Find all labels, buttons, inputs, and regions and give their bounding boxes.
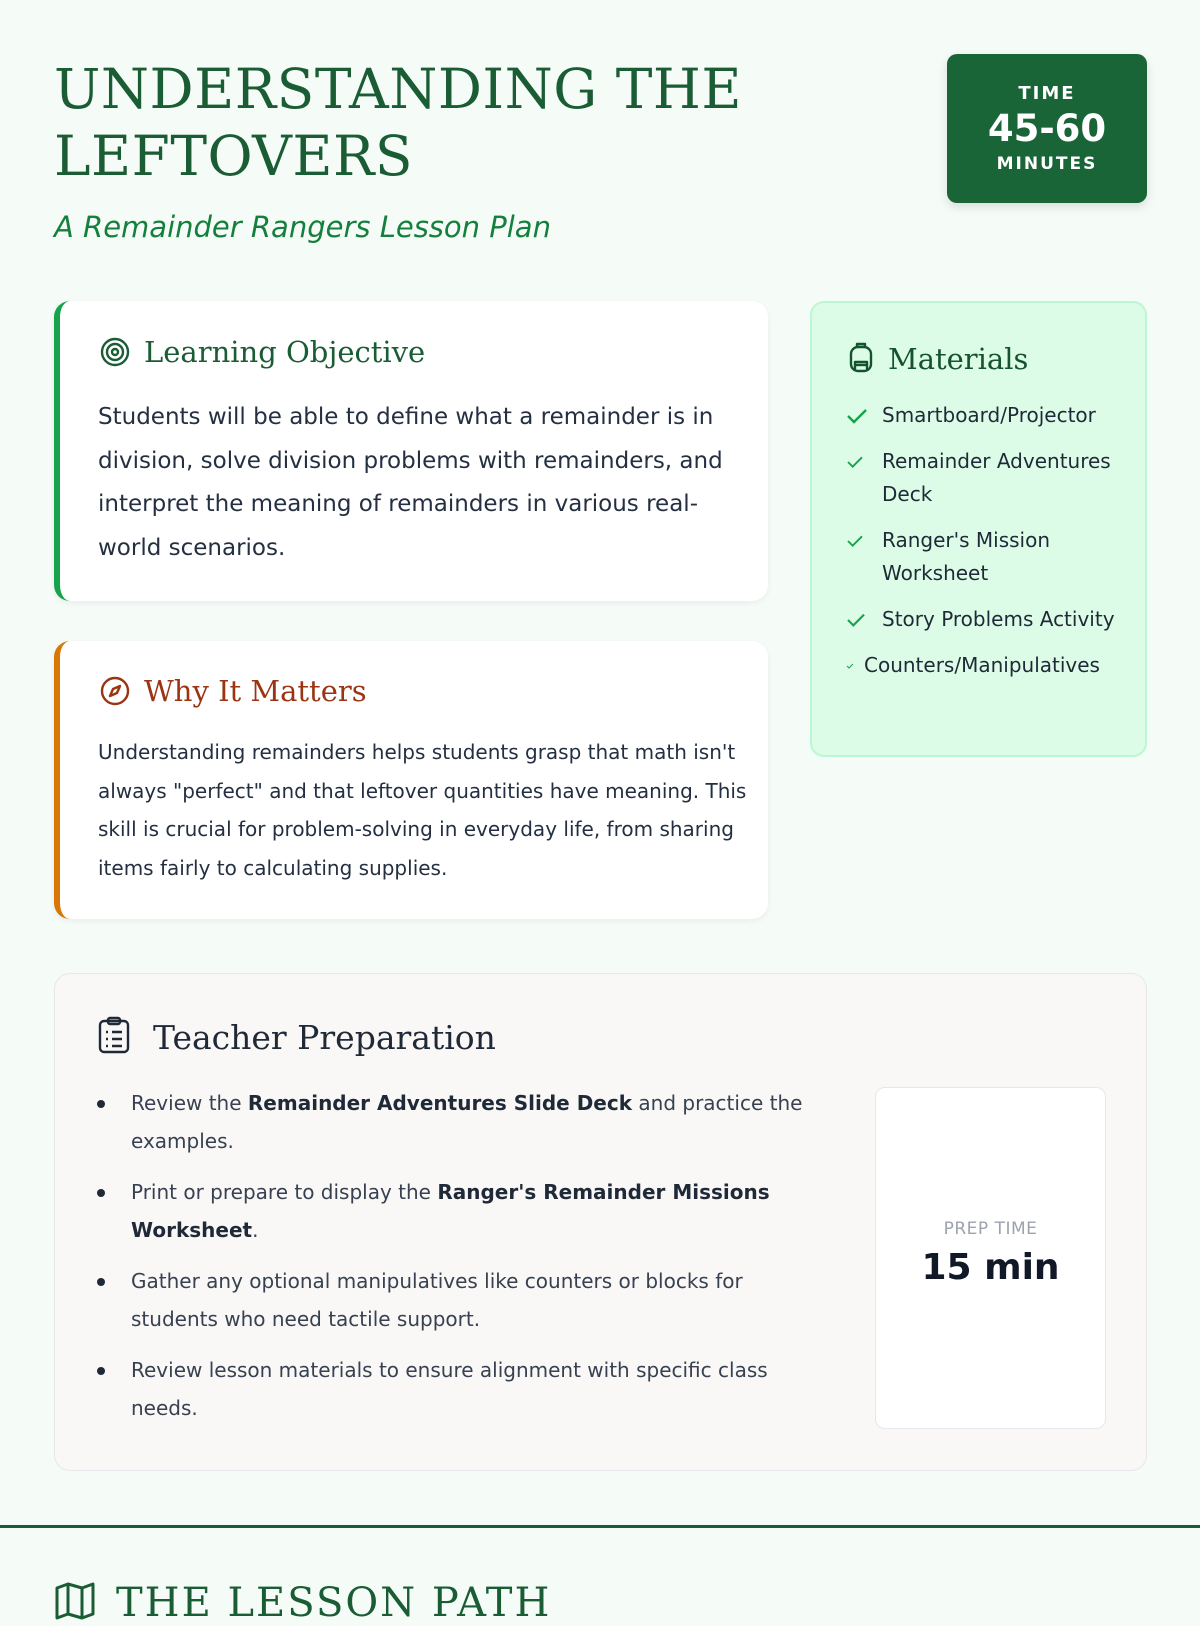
learning-objective-title: Learning Objective bbox=[144, 335, 426, 369]
learning-objective-text: Students will be able to define what a remainder is in division, solve division problems with remainders, and interpret the meaning of remainders in various real-world scenarios. bbox=[98, 404, 723, 561]
prep-time-card bbox=[875, 1087, 1106, 1429]
page-subtitle: A Remainder Rangers Lesson Plan bbox=[54, 210, 551, 244]
lesson-path-header bbox=[54, 1580, 551, 1626]
prep-time-value: 15 min bbox=[921, 1247, 1060, 1288]
check-icon bbox=[846, 445, 872, 478]
time-badge bbox=[947, 54, 1147, 203]
map-icon bbox=[54, 1582, 96, 1624]
why-it-matters-card bbox=[54, 641, 768, 919]
page-title: UNDERSTANDING THE LEFTOVERS bbox=[54, 57, 742, 188]
materials-item bbox=[846, 524, 1136, 590]
compass-icon bbox=[98, 674, 132, 708]
lesson-header bbox=[54, 56, 854, 244]
why-it-matters-text: Understanding remainders helps students grasp that math isn't always "perfect" and that leftover quantities have meaning. This skill is crucial for problem-solving in everyday life, from sharing items fairly to calculating supplies. bbox=[98, 740, 747, 880]
preparation-item: Review lesson materials to ensure alignment with specific class needs. bbox=[97, 1351, 817, 1427]
materials-item bbox=[846, 445, 1136, 511]
time-label: TIME bbox=[1018, 83, 1076, 104]
bullet-icon bbox=[97, 1278, 105, 1286]
preparation-item: Print or prepare to display the Ranger's Remainder Missions Worksheet. bbox=[97, 1173, 817, 1249]
bullet-icon bbox=[97, 1367, 105, 1375]
why-it-matters-title: Why It Matters bbox=[144, 674, 367, 708]
prep-time-label: PREP TIME bbox=[943, 1219, 1038, 1239]
materials-header bbox=[846, 341, 1028, 377]
materials-item-label: Remainder Adventures Deck bbox=[882, 449, 1111, 506]
materials-item bbox=[846, 649, 1136, 682]
check-icon bbox=[846, 603, 872, 636]
materials-item-label: Counters/Manipulatives bbox=[864, 653, 1100, 677]
clipboard-icon bbox=[97, 1016, 131, 1058]
bullet-icon bbox=[97, 1100, 105, 1108]
materials-item-label: Story Problems Activity bbox=[882, 607, 1115, 631]
why-it-matters-header bbox=[98, 674, 367, 708]
time-value: 45-60 bbox=[987, 107, 1107, 150]
materials-panel bbox=[810, 301, 1147, 757]
backpack-icon bbox=[846, 341, 876, 377]
materials-item-label: Ranger's Mission Worksheet bbox=[882, 528, 1051, 585]
check-icon bbox=[846, 524, 872, 557]
learning-objective-card bbox=[54, 301, 768, 601]
learning-objective-header bbox=[98, 335, 425, 369]
materials-list bbox=[846, 399, 1136, 695]
section-divider bbox=[0, 1525, 1200, 1528]
check-icon bbox=[846, 649, 856, 682]
materials-item bbox=[846, 399, 1136, 432]
lesson-path-title: THE LESSON PATH bbox=[116, 1580, 552, 1626]
materials-item-label: Smartboard/Projector bbox=[882, 403, 1096, 427]
materials-title: Materials bbox=[888, 342, 1029, 376]
preparation-list bbox=[97, 1084, 817, 1440]
materials-item bbox=[846, 603, 1136, 636]
preparation-item: Gather any optional manipulatives like counters or blocks for students who need tactile support. bbox=[97, 1262, 817, 1338]
time-unit: MINUTES bbox=[996, 154, 1098, 174]
teacher-preparation-title: Teacher Preparation bbox=[153, 1017, 496, 1057]
bullet-icon bbox=[97, 1189, 105, 1197]
target-icon bbox=[98, 335, 132, 369]
preparation-item: Review the Remainder Adventures Slide Deck and practice the examples. bbox=[97, 1084, 817, 1160]
check-icon bbox=[846, 399, 872, 432]
teacher-preparation-panel bbox=[54, 973, 1147, 1471]
teacher-preparation-header bbox=[97, 1016, 496, 1058]
